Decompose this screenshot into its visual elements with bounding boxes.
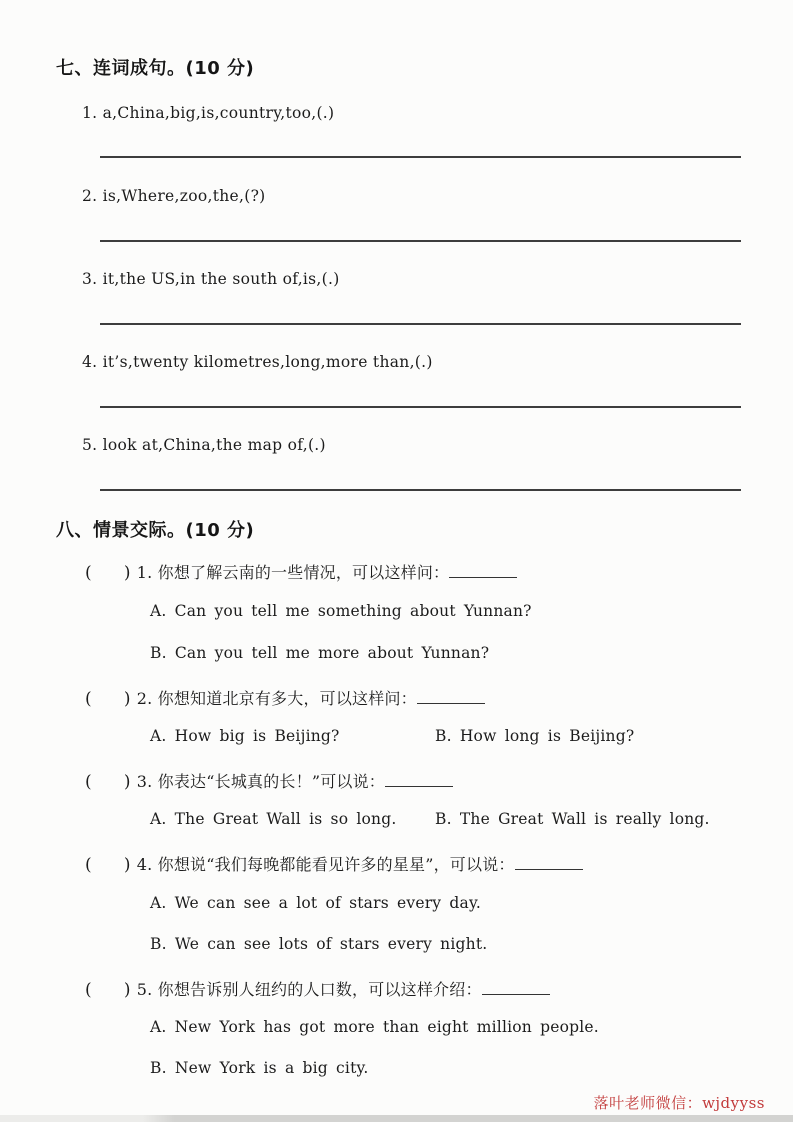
page-edge-shadow [0,1115,793,1122]
paren-close: ) [123,772,131,792]
answer-blank [449,562,517,578]
question-prompt: 5. 你想告诉别人纽约的人口数，可以这样介绍： [136,980,482,999]
q3-option-b: B. The Great Wall is really long. [435,810,710,828]
answer-blank [515,854,583,870]
watermark-text: 落叶老师微信：wjdyyss [593,1094,765,1112]
q1-option-b: B. Can you tell me more about Yunnan? [150,644,490,662]
s8-question-3 [85,769,453,792]
answer-line-3 [100,323,741,325]
paren-open: ( [85,772,92,792]
paren-open: ( [85,855,92,875]
section-eight-title: 八、情景交际。(10 分) [56,520,255,541]
paren-close: ) [123,980,131,1000]
paren-close: ) [123,689,131,709]
q2-option-b: B. How long is Beijing? [435,727,635,745]
q2-option-a: A. How big is Beijing? [150,727,340,745]
s8-question-5 [85,977,550,1000]
s7-item-1: 1. a,China,big,is,country,too,(.) [82,104,335,122]
s7-item-4: 4. it’s,twenty kilometres,long,more than,(.) [82,353,433,371]
q4-option-b: B. We can see lots of stars every night. [150,935,488,953]
answer-blank [482,979,550,995]
question-prompt: 3. 你表达“长城真的长！”可以说： [136,772,385,791]
answer-line-4 [100,406,741,408]
s7-item-5: 5. look at,China,the map of,(.) [82,436,326,454]
paren-open: ( [85,980,92,1000]
s8-question-1 [85,560,517,583]
paren-close: ) [123,855,131,875]
paren-open: ( [85,563,92,583]
question-prompt: 1. 你想了解云南的一些情况，可以这样问： [136,563,450,582]
question-prompt: 2. 你想知道北京有多大，可以这样问： [136,689,417,708]
q5-option-b: B. New York is a big city. [150,1059,369,1077]
answer-line-1 [100,156,741,158]
section-seven-title: 七、连词成句。(10 分) [56,58,255,79]
paren-close: ) [123,563,131,583]
question-prompt: 4. 你想说“我们每晚都能看见许多的星星”，可以说： [136,855,515,874]
s8-question-4 [85,852,583,875]
answer-line-2 [100,240,741,242]
paren-open: ( [85,689,92,709]
s7-item-2: 2. is,Where,zoo,the,(?) [82,187,266,205]
s7-item-3: 3. it,the US,in the south of,is,(.) [82,270,340,288]
q5-option-a: A. New York has got more than eight million people. [150,1018,599,1036]
s8-question-2 [85,686,485,709]
q3-option-a: A. The Great Wall is so long. [150,810,397,828]
answer-line-5 [100,489,741,491]
q4-option-a: A. We can see a lot of stars every day. [150,894,481,912]
q1-option-a: A. Can you tell me something about Yunnan? [150,602,532,620]
answer-blank [417,688,485,704]
answer-blank [385,771,453,787]
